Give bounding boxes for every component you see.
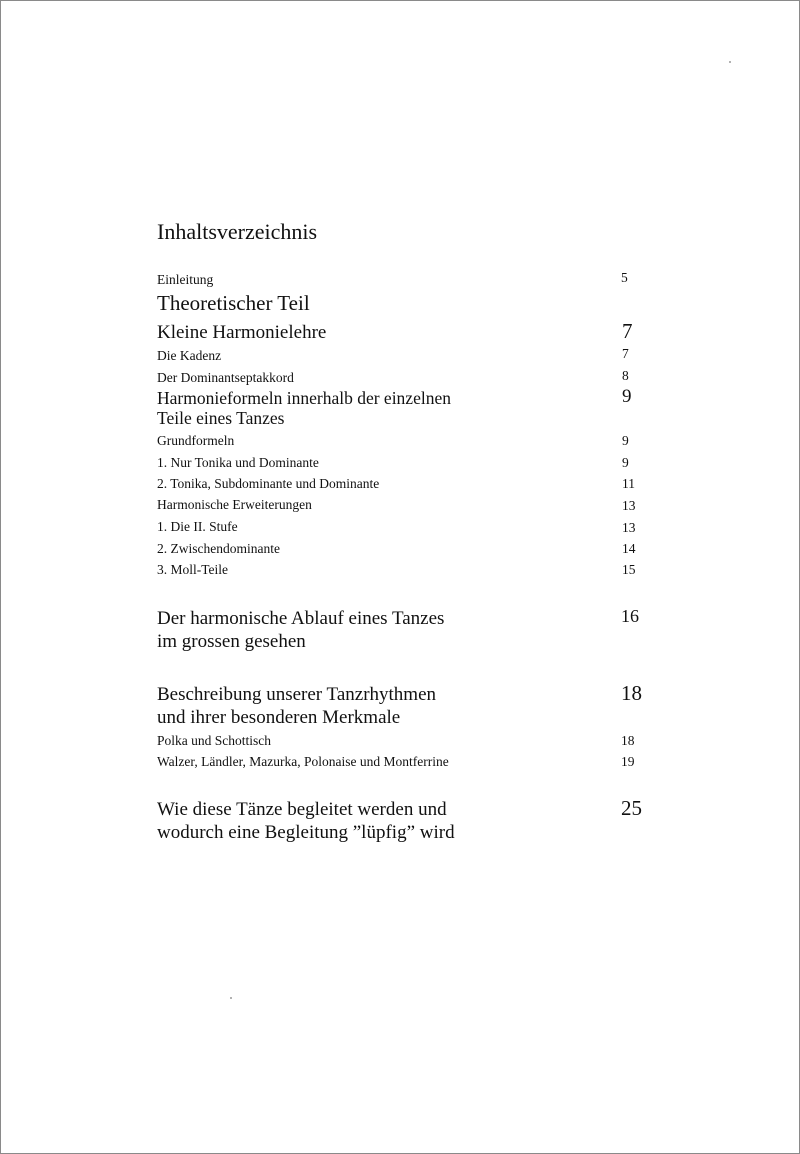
toc-page-taenze-begleitet: 25	[621, 796, 642, 820]
toc-entry-nur-tonika-dominante: 1. Nur Tonika und Dominante	[157, 455, 319, 470]
toc-entry-tanzrhythmen-line2: und ihrer besonderen Merkmale	[157, 707, 401, 728]
toc-entry-walzer-laendler: Walzer, Ländler, Mazurka, Polonaise und Montferrine	[157, 754, 449, 769]
toc-page-tonika-subdominante-dominante: 11	[622, 476, 635, 491]
toc-entry-kleine-harmonielehre: Kleine Harmonielehre	[157, 322, 327, 343]
toc-page-grundformeln: 9	[622, 433, 629, 448]
toc-page-harmonische-ablauf: 16	[621, 606, 639, 626]
toc-entry-taenze-begleitet: Wie diese Tänze begleitet werden und	[157, 799, 447, 820]
toc-entry-zwischendominante: 2. Zwischendominante	[157, 541, 280, 556]
toc-page-die-ii-stufe: 13	[622, 520, 636, 535]
toc-entry-grundformeln: Grundformeln	[157, 433, 235, 448]
scan-speck	[230, 997, 232, 999]
toc-entry-die-ii-stufe: 1. Die II. Stufe	[157, 519, 238, 534]
toc-entry-polka-schottisch: Polka und Schottisch	[157, 733, 271, 748]
toc-entry-harmonische-erweiterungen: Harmonische Erweiterungen	[157, 497, 312, 512]
toc-page-harmonieformeln: 9	[622, 386, 632, 407]
toc-page-zwischendominante: 14	[622, 541, 636, 556]
toc-entry-harmonische-ablauf-line2: im grossen gesehen	[157, 631, 306, 652]
toc-page-die-kadenz: 7	[622, 346, 629, 361]
toc-page-nur-tonika-dominante: 9	[622, 455, 629, 470]
toc-page-dominantseptakkord: 8	[622, 368, 629, 383]
toc-entry-einleitung: Einleitung	[157, 272, 214, 287]
scan-speck	[729, 61, 731, 63]
toc-entry-harmonieformeln: Harmonieformeln innerhalb der einzelnen	[157, 388, 451, 408]
toc-page-tanzrhythmen: 18	[621, 681, 642, 705]
toc-entry-harmonische-ablauf: Der harmonische Ablauf eines Tanzes	[157, 608, 445, 629]
toc-page-walzer-laendler: 19	[621, 754, 635, 769]
toc-page-harmonische-erweiterungen: 13	[622, 498, 636, 513]
toc-entry-tonika-subdominante-dominante: 2. Tonika, Subdominante und Dominante	[157, 476, 380, 491]
toc-entry-tanzrhythmen: Beschreibung unserer Tanzrhythmen	[157, 684, 437, 705]
toc-entry-moll-teile: 3. Moll-Teile	[157, 562, 229, 577]
toc-title: Inhaltsverzeichnis	[157, 219, 318, 244]
toc-page-moll-teile: 15	[622, 562, 636, 577]
toc-page-einleitung: 5	[621, 270, 628, 285]
toc-section-theoretischer-teil: Theoretischer Teil	[157, 291, 310, 315]
toc-page-kleine-harmonielehre: 7	[622, 319, 633, 343]
toc-entry-taenze-begleitet-line2: wodurch eine Begleitung ”lüpfig” wird	[157, 822, 455, 843]
toc-entry-dominantseptakkord: Der Dominantseptakkord	[157, 370, 294, 385]
toc-entry-harmonieformeln-line2: Teile eines Tanzes	[157, 408, 285, 428]
toc-entry-die-kadenz: Die Kadenz	[157, 348, 222, 363]
toc-page-polka-schottisch: 18	[621, 733, 635, 748]
